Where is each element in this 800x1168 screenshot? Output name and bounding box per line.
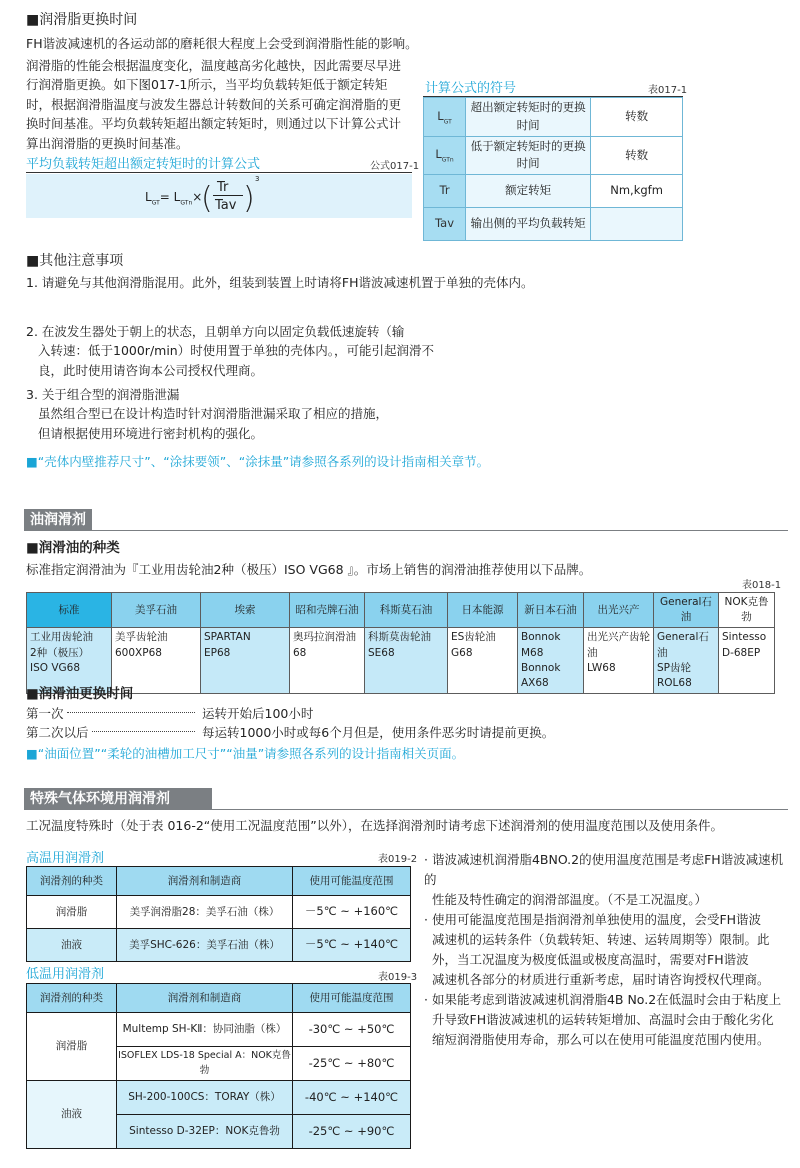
table-header: 使用可能温度范围 [293, 867, 411, 896]
low-temp-table [26, 983, 411, 1149]
note-line: 虽然组合型已在设计构造时针对润滑脂泄漏采取了相应的措施， [38, 406, 389, 422]
table-header: 埃索 [201, 593, 290, 628]
replacement-value-later: 每运转1000小时或每6个月但是，使用条件恶劣时请提前更换。 [202, 725, 555, 740]
table-row [424, 98, 683, 137]
table-cell: 美孚润滑脂28：美孚石油（株） [117, 896, 293, 929]
oil-design-note: ■“油面位置”“柔轮的油槽加工尺寸”“油量”请参照各系列的设计指南相关页面。 [26, 746, 465, 761]
table-header: 昭和壳牌石油 [290, 593, 365, 628]
table-cell: 润滑脂 [27, 1013, 117, 1081]
oil-types-desc: 标准指定润滑油为『工业用齿轮油2种（极压）ISO VG68 』。市场上销售的润滑油推荐使用以下品牌。 [26, 562, 592, 577]
paragraph-line: 算出润滑脂的更换时间基准。 [26, 135, 189, 151]
section-title-grease-replacement: ■润滑脂更换时间 [26, 12, 138, 28]
note-item-2 [26, 322, 434, 380]
table-row [27, 628, 775, 694]
replacement-value-first: 运转开始后100小时 [202, 706, 314, 721]
low-temp-code: 表019-3 [378, 972, 418, 983]
list-item [424, 990, 794, 1050]
table-cell: -30℃ ~ +50℃ [293, 1013, 411, 1047]
section-title-oil-types: ■润滑油的种类 [26, 540, 120, 556]
symbol-cell: $L_{GTn}$ [424, 136, 466, 175]
table-cell: SPARTAN EP68 [201, 628, 290, 694]
section-title-oil-replacement: ■润滑油更换时间 [26, 686, 134, 702]
table-row [424, 136, 683, 175]
paragraph-line: 润滑脂的性能会根据温度变化，温度越高劣化越快，因此需要尽早进 [26, 58, 402, 73]
symbol-cell: Tr [424, 175, 466, 208]
symbol-cell: $L_{GT}$ [424, 98, 466, 137]
table-cell: -40℃ ~ +140℃ [293, 1081, 411, 1115]
table-cell: 美孚SHC-626：美孚石油（株） [117, 929, 293, 962]
banner-title: 特殊气体环境用润滑剂 [30, 791, 170, 807]
paragraph-line: 行润滑脂更换。如下图017-1所示，当平均负载转矩低于额定转矩 [26, 77, 388, 93]
list-item [424, 850, 794, 910]
table-cell: Multemp SH-KⅡ：协同油脂（株） [117, 1013, 293, 1047]
table-cell: 科斯莫齿轮油 SE68 [365, 628, 448, 694]
symbol-desc: 低于额定转矩时的更换时间 [466, 136, 591, 175]
banner-special-lubricant [24, 788, 788, 810]
note-line: · 如果能考虑到谐波减速机润滑脂4B No.2在低温时会由于粘度上 [424, 992, 782, 1007]
note-line: 减速机各部分的材质进行重新考虑，届时请咨询授权代理商。 [432, 972, 770, 987]
table-cell: -25℃ ~ +80℃ [293, 1047, 411, 1081]
note-line: 3. 关于组合型的润滑脂泄漏 [26, 387, 180, 402]
formula-title: 平均负载转矩超出额定转矩时的计算公式 [26, 157, 261, 172]
special-desc: 工况温度特殊时（处于表 016-2“使用工况温度范围”以外），在选择润滑剂时请考虑下述润滑剂的使用温度范围以及使用条件。 [26, 818, 723, 833]
table-cell: Sintesso D-68EP [719, 628, 775, 694]
note-line: 升导致FH谐波减速机的运转转矩增加、高温时会由于酸化劣化 [432, 1012, 774, 1027]
symbol-unit: 转数 [591, 136, 683, 175]
replacement-label-later: 第二次以后 [26, 725, 89, 740]
note-line: 减速机的运转条件（负载转矩、转速、运转周期等）限制。此 [432, 932, 770, 947]
table-cell: －5℃ ~ +160℃ [293, 896, 411, 929]
table-cell: ISOFLEX LDS-18 Special A：NOK克鲁勃 [117, 1047, 293, 1081]
table-cell: 美孚齿轮油 600XP68 [112, 628, 201, 694]
table-header: 标准 [27, 593, 112, 628]
symbols-code: 表017-1 [648, 85, 688, 96]
table-header: 润滑剂的种类 [27, 984, 117, 1013]
symbols-table [423, 97, 683, 241]
list-item [424, 910, 794, 990]
replacement-label-first: 第一次 [26, 706, 64, 721]
table-cell: 奥玛拉润滑油 68 [290, 628, 365, 694]
note-line: · 使用可能温度范围是指润滑剂单独使用的温度，会受FH谐波 [424, 912, 762, 927]
note-line: 缩短润滑脂使用寿命，那么可以在使用可能温度范围内使用。 [432, 1032, 770, 1047]
table-cell: SH-200-100CS：TORAY（株） [117, 1081, 293, 1115]
table-cell: General石油 SP齿轮 ROL68 [654, 628, 719, 694]
banner-oil-lubricant [24, 509, 788, 531]
table-header: 日本能源 [448, 593, 518, 628]
symbol-unit [591, 208, 683, 241]
section-title-other-notes: ■其他注意事项 [26, 253, 124, 269]
table-row [27, 1081, 411, 1115]
note-line: 入转速：低于1000r/min）时使用置于单独的壳体内。，可能引起润滑不 [38, 343, 434, 359]
table-header-row [27, 984, 411, 1013]
table-row [27, 896, 411, 929]
paragraph-line: 时，根据润滑脂温度与波发生器总计转数间的关系可确定润滑脂的更 [26, 96, 402, 112]
symbols-title: 计算公式的符号 [425, 81, 517, 96]
high-temp-code: 表019-2 [378, 854, 418, 865]
table-cell: ES齿轮油 G68 [448, 628, 518, 694]
formula-code: 公式017-1 [370, 161, 420, 172]
table-cell: -25℃ ~ +90℃ [293, 1115, 411, 1149]
notes-list [424, 850, 794, 1050]
note-line: 外，当工况温度为极度低温或极度高温时，需要对FH谐波 [432, 952, 749, 967]
table-cell: 工业用齿轮油 2种（极压） ISO VG68 [27, 628, 112, 694]
grease-paragraph [26, 56, 426, 153]
symbol-unit: 转数 [591, 98, 683, 137]
table-header: 使用可能温度范围 [293, 984, 411, 1013]
note-line: 良，此时使用请咨询本公司授权代理商。 [38, 362, 264, 378]
intro-text: FH谐波减速机的各运动部的磨耗很大程度上会受到润滑脂性能的影响。 [26, 36, 418, 51]
table-header: 美孚石油 [112, 593, 201, 628]
table-cell: 油液 [27, 1081, 117, 1149]
table-cell: －5℃ ~ +140℃ [293, 929, 411, 962]
table-header: 润滑剂的种类 [27, 867, 117, 896]
oil-brands-table [26, 592, 775, 694]
paragraph-line: 换时间基准。平均负载转矩超出额定转矩时，则通过以下计算公式计 [26, 116, 402, 132]
table-row [424, 208, 683, 241]
table-cell: 润滑脂 [27, 896, 117, 929]
table-cell: 油液 [27, 929, 117, 962]
symbol-cell: Tav [424, 208, 466, 241]
symbol-desc: 额定转矩 [466, 175, 591, 208]
symbol-unit: Nm,kgfm [591, 175, 683, 208]
table-row [27, 1013, 411, 1047]
table-row [27, 929, 411, 962]
high-temp-title: 高温用润滑剂 [26, 851, 105, 866]
table-cell: 出光兴产齿轮油 LW68 [584, 628, 654, 694]
table-header: 润滑剂和制造商 [117, 867, 293, 896]
table-header: 润滑剂和制造商 [117, 984, 293, 1013]
table-header: 科斯莫石油 [365, 593, 448, 628]
note-line: · 谐波减速机润滑脂4BNO.2的使用温度范围是考虑FH谐波减速机 的 [424, 852, 784, 887]
table-header: NOK克鲁勃 [719, 593, 775, 628]
symbol-desc: 输出侧的平均负载转矩 [466, 208, 591, 241]
oil-table-code: 表018-1 [742, 580, 782, 591]
symbol-desc: 超出额定转矩时的更换时间 [466, 98, 591, 137]
low-temp-title: 低温用润滑剂 [26, 967, 105, 982]
note-line: 2. 在波发生器处于朝上的状态，且朝单方向以固定负载低速旋转（输 [26, 324, 405, 339]
table-cell: Bonnok M68 Bonnok AX68 [518, 628, 584, 694]
table-header: 新日本石油 [518, 593, 584, 628]
banner-title: 油润滑剂 [30, 512, 86, 528]
table-header-row [27, 593, 775, 628]
table-row [424, 175, 683, 208]
table-header: General石油 [654, 593, 719, 628]
note-line: 但请根据使用环境进行密封机构的强化。 [38, 425, 264, 441]
table-header-row [27, 867, 411, 896]
design-guide-note: ■“壳体内壁推荐尺寸”、“涂抹要领”、“涂抹量”请参照各系列的设计指南相关章节。 [26, 454, 490, 469]
formula-divider [26, 172, 412, 173]
table-cell: Sintesso D-32EP：NOK克鲁勃 [117, 1115, 293, 1149]
high-temp-table [26, 866, 411, 962]
leader-dots [92, 731, 195, 732]
leader-dots [67, 712, 195, 713]
note-line: 性能及特性确定的润滑部温度。（不是工况温度。） [432, 892, 708, 907]
table-header: 出光兴产 [584, 593, 654, 628]
note-item-1: 1. 请避免与其他润滑脂混用。此外，组装到装置上时请将FH谐波减速机置于单独的壳体内。 [26, 275, 534, 290]
note-item-3 [26, 385, 388, 443]
